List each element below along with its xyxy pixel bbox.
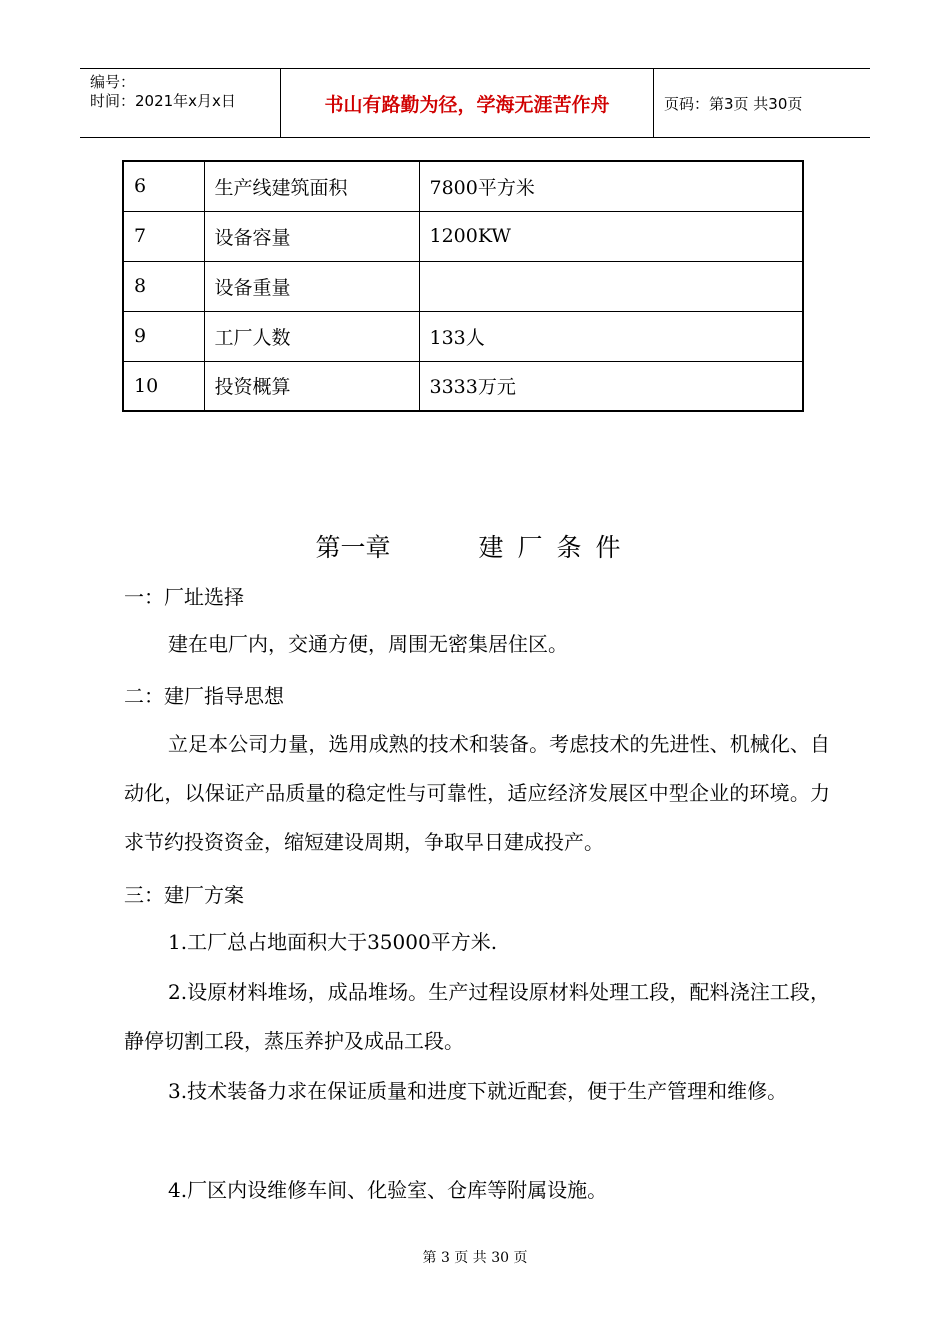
row-value: 1200KW (419, 211, 803, 261)
section-heading-2: 二：建厂指导思想 (124, 684, 284, 708)
row-value: 133人 (419, 311, 803, 361)
paragraph: 建在电厂内，交通方便，周围无密集居住区。 (168, 632, 568, 656)
header-motto-cell (281, 69, 654, 137)
time-label: 时间：2021年x月x日 (90, 92, 236, 110)
table-row (123, 311, 803, 361)
header-page-info: 页码：第3页 共30页 (664, 94, 803, 113)
row-item: 设备重量 (204, 261, 419, 311)
motto: 书山有路勤为径，学海无涯苦作舟 (324, 93, 610, 116)
row-value: 3333万元 (419, 361, 803, 411)
row-item: 投资概算 (204, 361, 419, 411)
row-value: 7800平方米 (419, 161, 803, 211)
page-footer: 第 3 页 共 30 页 (422, 1250, 528, 1266)
row-item: 生产线建筑面积 (204, 161, 419, 211)
chapter-heading: 建厂条件 (478, 533, 635, 562)
page-header (80, 68, 870, 138)
section-heading-3: 三：建厂方案 (124, 883, 244, 907)
spec-table (122, 160, 804, 412)
row-number: 6 (123, 161, 204, 211)
paragraph: 4.厂区内设维修车间、化验室、仓库等附属设施。 (168, 1178, 608, 1202)
paragraph: 2.设原材料堆场，成品堆场。生产过程设原材料处理工段，配料浇注工段，静停切割工段，蒸压养护及成品工段。 (124, 980, 830, 1053)
row-number: 10 (123, 361, 204, 411)
number-label: 编号： (90, 73, 136, 91)
paragraph: 1.工厂总占地面积大于35000平方米. (168, 930, 498, 954)
row-number: 8 (123, 261, 204, 311)
paragraph: 立足本公司力量，选用成熟的技术和装备。考虑技术的先进性、机械化、自动化，以保证产品质量的稳定性与可靠性，适应经济发展区中型企业的环境。力求节约投资资金，缩短建设周期，争取早日建成投产。 (124, 732, 830, 854)
chapter-number: 第一章 (315, 533, 391, 562)
row-item: 工厂人数 (204, 311, 419, 361)
table-row (123, 261, 803, 311)
row-item: 设备容量 (204, 211, 419, 261)
row-value (419, 261, 803, 311)
paragraph: 3.技术装备力求在保证质量和进度下就近配套，便于生产管理和维修。 (168, 1079, 788, 1103)
table-row (123, 211, 803, 261)
table-row (123, 361, 803, 411)
chapter-title (0, 528, 950, 564)
header-meta (80, 69, 281, 137)
section-heading-1: 一：厂址选择 (124, 585, 244, 609)
row-number: 9 (123, 311, 204, 361)
table-row (123, 161, 803, 211)
row-number: 7 (123, 211, 204, 261)
